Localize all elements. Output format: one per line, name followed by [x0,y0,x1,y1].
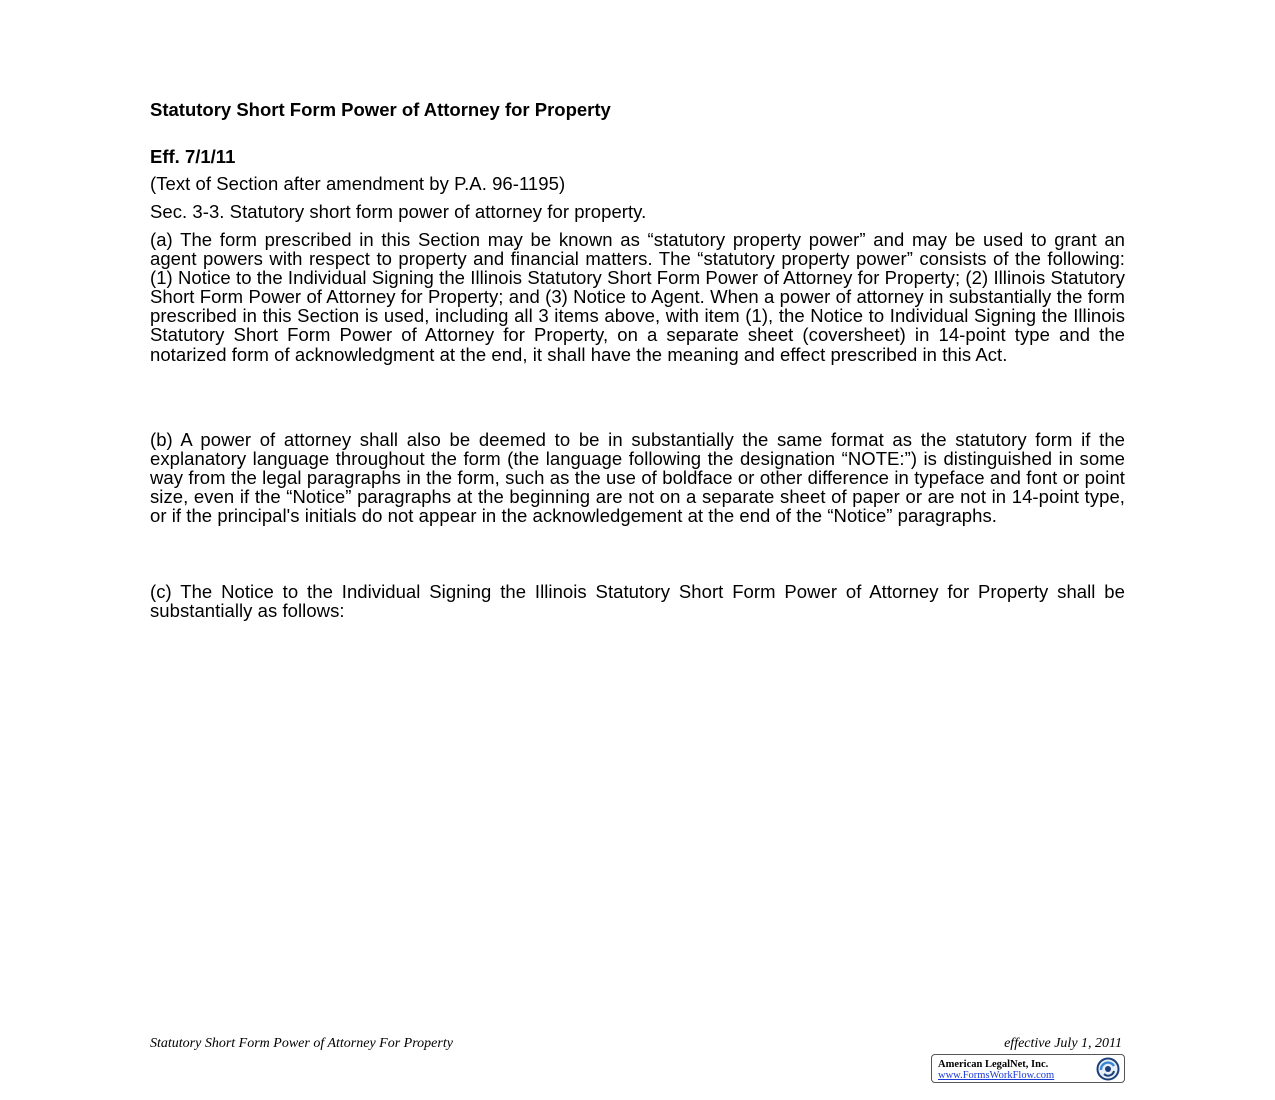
globe-logo-icon [1096,1057,1120,1081]
footer-title: Statutory Short Form Power of Attorney For Property [150,1036,453,1051]
paragraph-b: (b) A power of attorney shall also be deemed to be in substantially the same format as the statutory form if the explanatory language throughout the form (the language following the designation “NOTE:”) is distinguished in some way from the legal paragraphs in the form, such as the use of boldface or other difference in typeface and font or point size, even if the “Notice” paragraphs at the beginning are not on a separate sheet of paper or are not in 14-point type, or if the principal's initials do not appear in the acknowledgement at the end of the “Notice” paragraphs. [150,429,1125,527]
paragraph-a: (a) The form prescribed in this Section may be known as “statutory property power” and may be used to grant an agent powers with respect to property and financial matters. The “statutory property power” consists of the following: (1) Notice to the Individual Signing the Illinois Statutory Short Form Power of Attorney for Property; (2) Illinois Statutory Short Form Power of Attorney for Property; and (3) Notice to Agent. When a power of attorney in substantially the form prescribed in this Section is used, including all 3 items above, with item (1), the Notice to Individual Signing the Illinois Statutory Short Form Power of Attorney for Property, on a separate sheet (coversheet) in 14-point type and the notarized form of acknowledgment at the end, it shall have the meaning and effect prescribed in this Act. [150,229,1125,365]
logo-company-name: American LegalNet, Inc. [938,1059,1049,1070]
logo-website-link[interactable]: www.FormsWorkFlow.com [938,1070,1055,1081]
document-page [150,0,1125,1100]
american-legalnet-logo[interactable] [931,1054,1125,1083]
paragraph-c: (c) The Notice to the Individual Signing the Illinois Statutory Short Form Power of Attorney for Property shall be substantially as follows: [150,581,1125,622]
document-title: Statutory Short Form Power of Attorney for Property [150,99,611,120]
section-heading: Sec. 3-3. Statutory short form power of attorney for property. [150,201,647,222]
amendment-note: (Text of Section after amendment by P.A. 96-1195) [150,173,566,194]
footer-effective-date: effective July 1, 2011 [1004,1036,1122,1051]
effective-date: Eff. 7/1/11 [150,146,236,167]
